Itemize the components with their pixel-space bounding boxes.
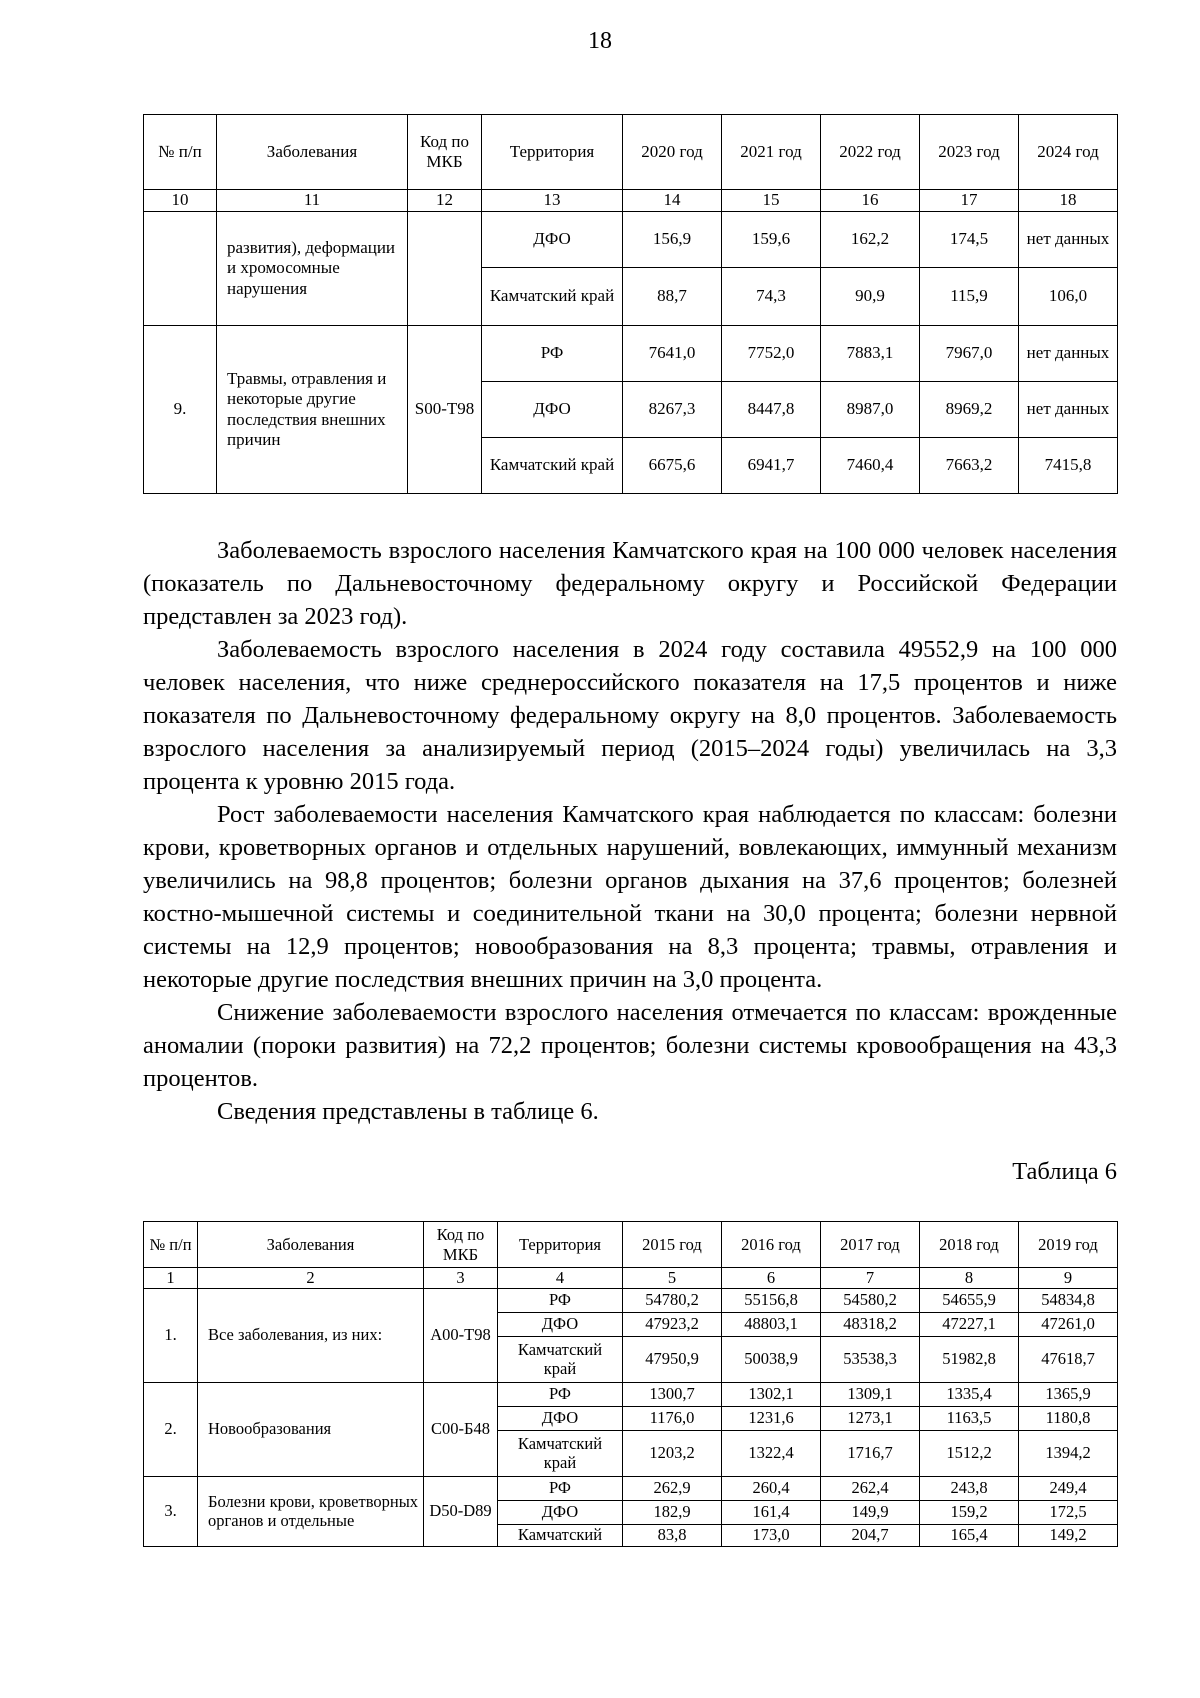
value-cell: 1365,9	[1019, 1382, 1118, 1406]
territory: ДФО	[498, 1312, 623, 1336]
header-cell: 2021 год	[722, 115, 821, 190]
territory: РФ	[498, 1288, 623, 1312]
header-cell: 2022 год	[821, 115, 920, 190]
value-cell: 7460,4	[821, 438, 920, 494]
territory: Камчатский край	[482, 268, 623, 326]
value-cell: 48318,2	[821, 1312, 920, 1336]
territory: Камчатский край	[482, 438, 623, 494]
value-cell: 1300,7	[623, 1382, 722, 1406]
table-caption: Таблица 6	[1012, 1158, 1117, 1185]
icd-code: D50-D89	[424, 1476, 498, 1546]
column-number: 15	[722, 190, 821, 212]
icd-code: S00-T98	[408, 326, 482, 494]
value-cell: 115,9	[920, 268, 1019, 326]
header-cell: 2024 год	[1019, 115, 1118, 190]
column-number: 13	[482, 190, 623, 212]
value-cell: 161,4	[722, 1500, 821, 1524]
value-cell: 47618,7	[1019, 1336, 1118, 1382]
value-cell: 149,9	[821, 1500, 920, 1524]
value-cell: 7641,0	[623, 326, 722, 382]
table-row	[144, 1476, 1118, 1500]
value-cell: 6941,7	[722, 438, 821, 494]
value-cell: 172,5	[1019, 1500, 1118, 1524]
column-number: 18	[1019, 190, 1118, 212]
header-cell: Код по МКБ	[408, 115, 482, 190]
territory: РФ	[498, 1476, 623, 1500]
value-cell: 8969,2	[920, 382, 1019, 438]
value-cell: 159,6	[722, 212, 821, 268]
disease-name: Все заболевания, из них:	[198, 1288, 424, 1382]
column-number: 9	[1019, 1268, 1118, 1289]
row-number: 3.	[144, 1476, 198, 1546]
value-cell: нет данных	[1019, 212, 1118, 268]
column-number: 2	[198, 1268, 424, 1289]
disease-name: Болезни крови, кроветворных органов и отдельные	[198, 1476, 424, 1546]
column-number: 8	[920, 1268, 1019, 1289]
header-cell: № п/п	[144, 1222, 198, 1268]
value-cell: 74,3	[722, 268, 821, 326]
value-cell: 83,8	[623, 1524, 722, 1546]
value-cell: 262,4	[821, 1476, 920, 1500]
header-cell: 2015 год	[623, 1222, 722, 1268]
value-cell: 249,4	[1019, 1476, 1118, 1500]
table-row	[144, 212, 1118, 268]
table-row	[144, 1288, 1118, 1312]
value-cell: 47923,2	[623, 1312, 722, 1336]
value-cell: 88,7	[623, 268, 722, 326]
paragraph: Заболеваемость взрослого населения в 2024 году составила 49552,9 на 100 000 человек населения, что ниже среднероссийского показателя на 17,5 процентов и ниже показателя по Дальневосточному федеральному округу на 8,0 процентов. Заболеваемость взрослого населения за анализируемый период (2015–2024 годы) увеличилась на 3,3 процента к уровню 2015 года.	[143, 636, 1117, 795]
value-cell: 106,0	[1019, 268, 1118, 326]
value-cell: 1231,6	[722, 1406, 821, 1430]
table-header-row	[144, 115, 1118, 190]
paragraph: Заболеваемость взрослого населения Камчатского края на 100 000 человек населения (показатель по Дальневосточному федеральному округу и Российской Федерации представлен за 2023 год).	[143, 537, 1117, 630]
header-cell: Заболевания	[198, 1222, 424, 1268]
value-cell: 8447,8	[722, 382, 821, 438]
value-cell: 54780,2	[623, 1288, 722, 1312]
value-cell: нет данных	[1019, 326, 1118, 382]
column-number: 7	[821, 1268, 920, 1289]
column-number: 14	[623, 190, 722, 212]
row-number	[144, 212, 217, 326]
territory: Камчатский край	[498, 1430, 623, 1476]
value-cell: 260,4	[722, 1476, 821, 1500]
value-cell: 7967,0	[920, 326, 1019, 382]
value-cell: 54834,8	[1019, 1288, 1118, 1312]
header-cell: Заболевания	[217, 115, 408, 190]
value-cell: 50038,9	[722, 1336, 821, 1382]
value-cell: 1163,5	[920, 1406, 1019, 1430]
column-number: 6	[722, 1268, 821, 1289]
territory: Камчатский край	[498, 1336, 623, 1382]
value-cell: 7752,0	[722, 326, 821, 382]
value-cell: 182,9	[623, 1500, 722, 1524]
value-cell: 1180,8	[1019, 1406, 1118, 1430]
territory: РФ	[482, 326, 623, 382]
value-cell: нет данных	[1019, 382, 1118, 438]
value-cell: 1309,1	[821, 1382, 920, 1406]
value-cell: 165,4	[920, 1524, 1019, 1546]
value-cell: 54655,9	[920, 1288, 1019, 1312]
value-cell: 54580,2	[821, 1288, 920, 1312]
value-cell: 7663,2	[920, 438, 1019, 494]
column-number: 3	[424, 1268, 498, 1289]
value-cell: 51982,8	[920, 1336, 1019, 1382]
value-cell: 1273,1	[821, 1406, 920, 1430]
header-cell: 2020 год	[623, 115, 722, 190]
top-table	[143, 114, 1118, 494]
column-number-row	[144, 190, 1118, 212]
value-cell: 48803,1	[722, 1312, 821, 1336]
page-number: 18	[588, 28, 612, 54]
value-cell: 1176,0	[623, 1406, 722, 1430]
value-cell: 7415,8	[1019, 438, 1118, 494]
table-header-row	[144, 1222, 1118, 1268]
header-cell: Территория	[482, 115, 623, 190]
value-cell: 1322,4	[722, 1430, 821, 1476]
value-cell: 149,2	[1019, 1524, 1118, 1546]
table-row	[144, 1382, 1118, 1406]
value-cell: 8267,3	[623, 382, 722, 438]
column-number: 5	[623, 1268, 722, 1289]
value-cell: 47950,9	[623, 1336, 722, 1382]
value-cell: 262,9	[623, 1476, 722, 1500]
value-cell: 6675,6	[623, 438, 722, 494]
territory: РФ	[498, 1382, 623, 1406]
header-cell: 2016 год	[722, 1222, 821, 1268]
table-6	[143, 1221, 1118, 1547]
value-cell: 47227,1	[920, 1312, 1019, 1336]
value-cell: 159,2	[920, 1500, 1019, 1524]
column-number: 4	[498, 1268, 623, 1289]
column-number: 1	[144, 1268, 198, 1289]
value-cell: 174,5	[920, 212, 1019, 268]
value-cell: 8987,0	[821, 382, 920, 438]
table-row	[144, 326, 1118, 382]
body-text	[143, 534, 1117, 1128]
row-number: 9.	[144, 326, 217, 494]
value-cell: 90,9	[821, 268, 920, 326]
value-cell: 1302,1	[722, 1382, 821, 1406]
header-cell: 2023 год	[920, 115, 1019, 190]
header-cell: Территория	[498, 1222, 623, 1268]
column-number: 11	[217, 190, 408, 212]
value-cell: 173,0	[722, 1524, 821, 1546]
value-cell: 7883,1	[821, 326, 920, 382]
column-number: 10	[144, 190, 217, 212]
icd-code: A00-T98	[424, 1288, 498, 1382]
value-cell: 1512,2	[920, 1430, 1019, 1476]
header-cell: 2019 год	[1019, 1222, 1118, 1268]
territory: ДФО	[482, 212, 623, 268]
column-number-row	[144, 1268, 1118, 1289]
value-cell: 162,2	[821, 212, 920, 268]
header-cell: 2018 год	[920, 1222, 1019, 1268]
disease-name: развития), деформации и хромосомные нарушения	[217, 212, 408, 326]
value-cell: 1394,2	[1019, 1430, 1118, 1476]
value-cell: 156,9	[623, 212, 722, 268]
territory: ДФО	[498, 1500, 623, 1524]
value-cell: 243,8	[920, 1476, 1019, 1500]
header-cell: Код по МКБ	[424, 1222, 498, 1268]
column-number: 17	[920, 190, 1019, 212]
icd-code	[408, 212, 482, 326]
disease-name: Новообразования	[198, 1382, 424, 1476]
header-cell: № п/п	[144, 115, 217, 190]
row-number: 1.	[144, 1288, 198, 1382]
value-cell: 1335,4	[920, 1382, 1019, 1406]
column-number: 12	[408, 190, 482, 212]
value-cell: 1203,2	[623, 1430, 722, 1476]
column-number: 16	[821, 190, 920, 212]
header-cell: 2017 год	[821, 1222, 920, 1268]
row-number: 2.	[144, 1382, 198, 1476]
value-cell: 55156,8	[722, 1288, 821, 1312]
value-cell: 53538,3	[821, 1336, 920, 1382]
territory: ДФО	[498, 1406, 623, 1430]
territory: Камчатский	[498, 1524, 623, 1546]
value-cell: 47261,0	[1019, 1312, 1118, 1336]
value-cell: 1716,7	[821, 1430, 920, 1476]
value-cell: 204,7	[821, 1524, 920, 1546]
paragraph: Рост заболеваемости населения Камчатского края наблюдается по классам: болезни крови, кроветворных органов и отдельных нарушений, вовлекающих, иммунный механизм увеличились на 98,8 процентов; болезни органов дыхания на 37,6 процентов; болезней костно-мышечной системы и соединительной ткани на 30,0 процента; болезни нервной системы на 12,9 процентов; новообразования на 8,3 процента; травмы, отравления и некоторые другие последствия внешних причин на 3,0 процента.	[143, 801, 1117, 993]
paragraph: Снижение заболеваемости взрослого населения отмечается по классам: врожденные аномалии (пороки развития) на 72,2 процентов; болезни системы кровообращения на 43,3 процентов.	[143, 999, 1117, 1092]
territory: ДФО	[482, 382, 623, 438]
icd-code: C00-Б48	[424, 1382, 498, 1476]
paragraph: Сведения представлены в таблице 6.	[217, 1098, 599, 1125]
disease-name: Травмы, отравления и некоторые другие последствия внешних причин	[217, 326, 408, 494]
